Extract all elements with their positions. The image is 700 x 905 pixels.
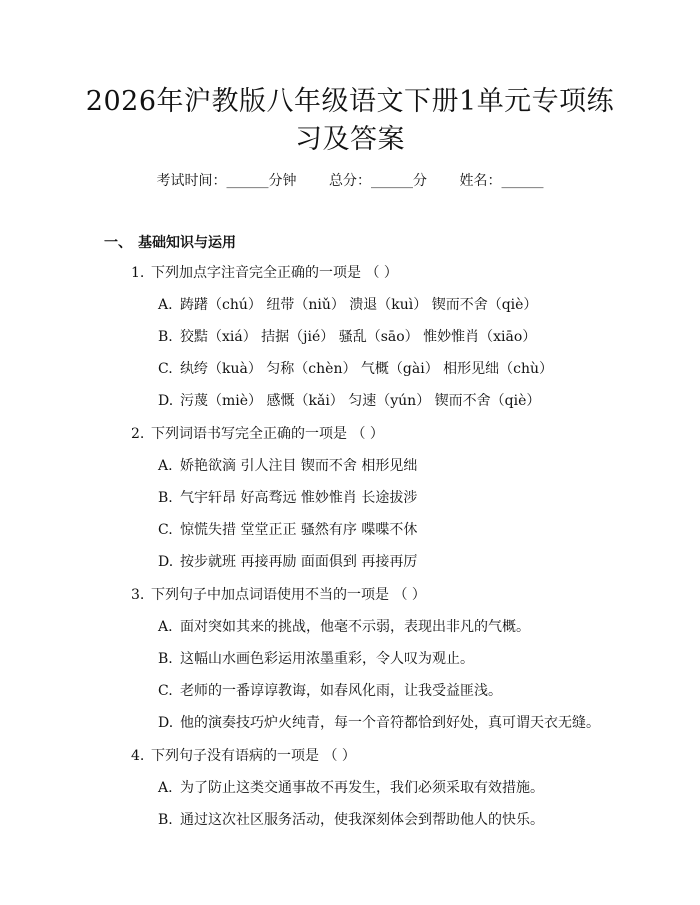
exam-name: 姓名：______ <box>459 173 544 189</box>
section-title: 基础知识与运用 <box>138 235 236 251</box>
option-4b <box>158 809 544 829</box>
option-text: 这幅山水画色彩运用浓墨重彩，令人叹为观止。 <box>180 651 474 667</box>
option-text: 老师的一番谆谆教诲，如春风化雨，让我受益匪浅。 <box>180 683 502 699</box>
option-letter: C. <box>158 361 173 377</box>
option-text: 纨绔（kuà） 匀称（chèn） 气概（gài） 相形见绌（chù） <box>180 361 554 377</box>
question-number: 4. <box>131 748 145 764</box>
option-letter: B. <box>158 812 173 828</box>
option-4a <box>158 777 544 797</box>
option-letter: C. <box>158 683 173 699</box>
option-2d <box>158 551 417 571</box>
question-number: 1. <box>131 265 145 281</box>
option-letter: A. <box>158 619 173 635</box>
option-text: 他的演奏技巧炉火纯青，每一个音符都恰到好处，真可谓天衣无缝。 <box>180 715 600 731</box>
option-1c <box>158 358 553 378</box>
option-text: 踌躇（chú） 纽带（niǔ） 溃退（kuì） 锲而不舍（qiè） <box>180 297 538 313</box>
option-1d <box>158 390 540 410</box>
option-letter: B. <box>158 490 173 506</box>
question-number: 2. <box>131 426 145 442</box>
option-text: 狡黠（xiá） 拮据（jié） 骚乱（sāo） 惟妙惟肖（xiāo） <box>180 329 537 345</box>
section-number: 一、 <box>104 235 132 251</box>
option-text: 通过这次社区服务活动，使我深刻体会到帮助他人的快乐。 <box>180 812 544 828</box>
option-3d <box>158 712 600 732</box>
question-4 <box>131 745 356 765</box>
option-text: 娇艳欲滴 引人注目 锲而不舍 相形见绌 <box>180 458 418 474</box>
exam-time: 考试时间：______分钟 <box>156 173 297 189</box>
document-title-line1: 2026年沪教版八年级语文下册1单元专项练 <box>85 86 615 117</box>
option-3b <box>158 648 474 668</box>
option-text: 为了防止这类交通事故不再发生，我们必须采取有效措施。 <box>180 780 544 796</box>
option-2a <box>158 455 417 475</box>
option-letter: D. <box>158 393 174 409</box>
question-1 <box>131 262 398 282</box>
section-heading <box>104 232 236 252</box>
option-text: 气宇轩昂 好高骛远 惟妙惟肖 长途拔涉 <box>180 490 418 506</box>
option-letter: D. <box>158 554 174 570</box>
option-3c <box>158 680 502 700</box>
exam-meta <box>0 170 700 190</box>
question-text: 下列句子中加点词语使用不当的一项是 （ ） <box>151 587 426 603</box>
option-letter: A. <box>158 297 173 313</box>
option-letter: B. <box>158 651 173 667</box>
option-1a <box>158 294 537 314</box>
question-text: 下列加点字注音完全正确的一项是 （ ） <box>151 265 398 281</box>
option-letter: C. <box>158 522 173 538</box>
question-text: 下列词语书写完全正确的一项是 （ ） <box>151 426 384 442</box>
question-3 <box>131 584 426 604</box>
option-letter: A. <box>158 780 173 796</box>
option-text: 面对突如其来的挑战，他毫不示弱，表现出非凡的气概。 <box>180 619 530 635</box>
option-2c <box>158 519 417 539</box>
option-text: 按步就班 再接再励 面面俱到 再接再厉 <box>180 554 418 570</box>
option-text: 惊慌失措 堂堂正正 骚然有序 喋喋不休 <box>180 522 418 538</box>
question-number: 3. <box>131 587 145 603</box>
option-1b <box>158 326 536 346</box>
exam-score: 总分：______分 <box>329 173 427 189</box>
question-2 <box>131 423 384 443</box>
document-title-line2: 习及答案 <box>295 124 405 155</box>
option-3a <box>158 616 530 636</box>
option-2b <box>158 487 417 507</box>
option-letter: A. <box>158 458 173 474</box>
question-text: 下列句子没有语病的一项是 （ ） <box>151 748 356 764</box>
option-text: 污蔑（miè） 感慨（kǎi） 匀速（yún） 锲而不舍（qiè） <box>180 393 541 409</box>
option-letter: B. <box>158 329 173 345</box>
option-letter: D. <box>158 715 174 731</box>
